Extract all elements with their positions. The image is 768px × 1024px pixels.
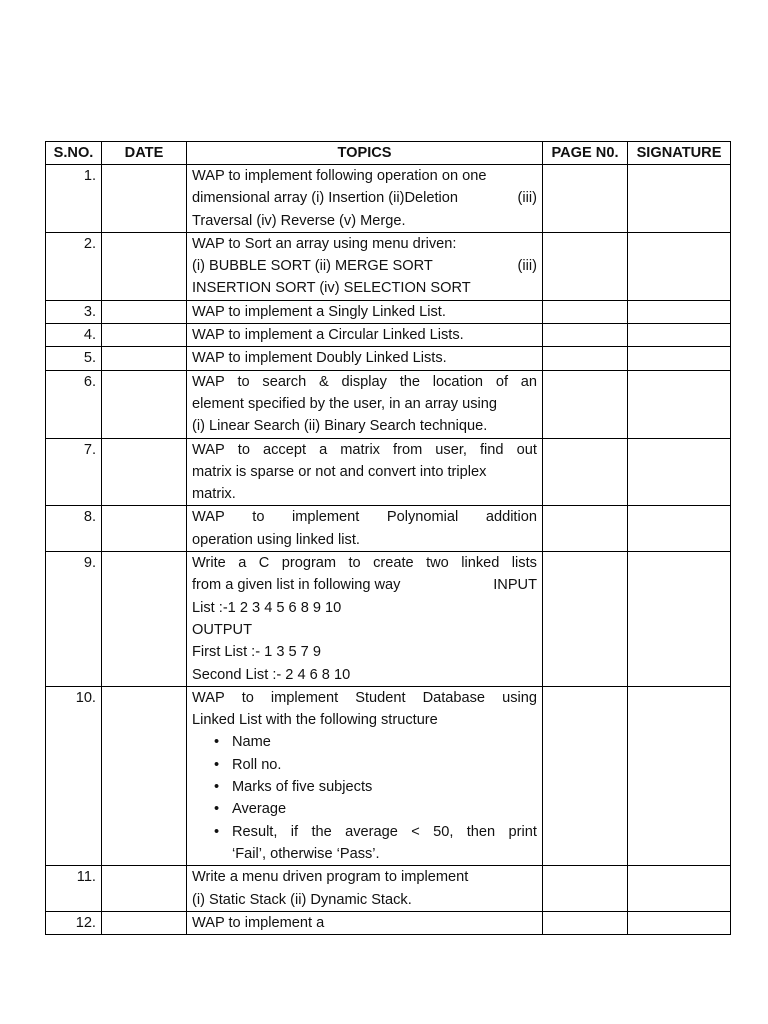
- topic-line: [192, 866, 537, 888]
- topic-word: matrix: [340, 441, 380, 458]
- table-row: [46, 165, 731, 233]
- signature-cell: [628, 370, 731, 438]
- table-row: [46, 911, 731, 934]
- topic-word: First List :- 1 3 5 7 9: [192, 644, 321, 661]
- topic-word: program: [281, 555, 337, 572]
- serial-number: 3.: [46, 300, 102, 323]
- topic-word: lists: [511, 555, 537, 572]
- bullet-item: [232, 798, 537, 820]
- topic-word: from a given list in following way: [192, 577, 401, 594]
- topic-word: WAP to Sort an array using menu driven:: [192, 235, 457, 252]
- topic-line: [192, 597, 537, 619]
- header-topics: TOPICS: [187, 142, 543, 165]
- topic-word: if: [290, 823, 299, 840]
- topic-cell: [187, 911, 543, 934]
- topic-word: Write: [192, 555, 226, 572]
- topic-word: accept: [263, 441, 306, 458]
- topic-line: [192, 301, 537, 323]
- topic-line: [192, 187, 537, 209]
- topic-word: WAP: [192, 373, 225, 390]
- signature-cell: [628, 866, 731, 912]
- header-page-no: PAGE N0.: [543, 142, 628, 165]
- topic-cell: [187, 438, 543, 506]
- table-row: [46, 506, 731, 552]
- topic-word: Roll no.: [232, 756, 282, 773]
- topic-word: addition: [485, 509, 537, 526]
- topic-word: implement: [270, 689, 339, 706]
- topic-word: Second List :- 2 4 6 8 10: [192, 666, 351, 683]
- serial-number: 8.: [46, 506, 102, 552]
- table-row: [46, 232, 731, 300]
- date-cell: [102, 686, 187, 865]
- topic-cell: [187, 506, 543, 552]
- date-cell: [102, 370, 187, 438]
- topic-word: out: [516, 441, 537, 458]
- topic-word: ‘Fail’, otherwise ‘Pass’.: [232, 845, 380, 862]
- table-header-row: [46, 142, 731, 165]
- page-no-cell: [543, 300, 628, 323]
- topic-word: Write a menu driven program to implement: [192, 869, 469, 886]
- topic-word: dimensional array (i) Insertion (ii)Deletion: [192, 190, 459, 207]
- topic-word: C: [258, 555, 270, 572]
- page-no-cell: [543, 347, 628, 370]
- page-no-cell: [543, 552, 628, 687]
- topic-line: [192, 255, 537, 277]
- topic-cell: [187, 347, 543, 370]
- topic-word: WAP to implement a Singly Linked List.: [192, 303, 446, 320]
- header-signature: SIGNATURE: [628, 142, 731, 165]
- topic-word: • Result,: [232, 823, 278, 840]
- date-cell: [102, 438, 187, 506]
- topic-line: [232, 731, 537, 753]
- topic-line: [192, 233, 537, 255]
- topic-bullet-list: [192, 731, 537, 865]
- topic-word: an: [520, 373, 537, 390]
- topic-word: user,: [435, 441, 467, 458]
- table-row: [46, 347, 731, 370]
- bullet-item: [232, 776, 537, 798]
- topic-word: Linked List with the following structure: [192, 712, 438, 729]
- topic-word: <: [411, 823, 420, 840]
- topic-line: [192, 210, 537, 232]
- topic-word: Average: [232, 801, 287, 818]
- topic-word: to: [237, 441, 250, 458]
- topic-line: [232, 821, 537, 843]
- topic-word: WAP to implement Doubly Linked Lists.: [192, 350, 447, 367]
- topic-word: WAP to implement a Circular Linked Lists.: [192, 327, 464, 344]
- topic-word: to: [252, 509, 265, 526]
- topic-word: matrix is sparse or not and convert into triplex: [192, 463, 487, 480]
- topic-line: [192, 529, 537, 551]
- bullet-item: [232, 731, 537, 753]
- topic-word: WAP: [192, 689, 225, 706]
- topic-word: Student: [355, 689, 406, 706]
- topic-word: WAP to implement following operation on one: [192, 168, 487, 184]
- topic-line: [192, 506, 537, 528]
- serial-number: 12.: [46, 911, 102, 934]
- topic-cell: [187, 324, 543, 347]
- signature-cell: [628, 300, 731, 323]
- signature-cell: [628, 911, 731, 934]
- table-row: [46, 866, 731, 912]
- topic-line: [192, 619, 537, 641]
- topic-cell: [187, 232, 543, 300]
- topic-word: (i) BUBBLE SORT (ii) MERGE SORT: [192, 258, 433, 275]
- topic-line: [192, 912, 537, 934]
- page-no-cell: [543, 232, 628, 300]
- header-sno: S.NO.: [46, 142, 102, 165]
- topic-word: OUTPUT: [192, 621, 252, 638]
- serial-number: 4.: [46, 324, 102, 347]
- topic-cell: [187, 866, 543, 912]
- page-no-cell: [543, 438, 628, 506]
- topic-word: implement: [292, 509, 360, 526]
- serial-number: 2.: [46, 232, 102, 300]
- topic-word: operation using linked list.: [192, 531, 360, 548]
- topic-line: [192, 324, 537, 346]
- topic-line: [192, 415, 537, 437]
- topic-word: find: [480, 441, 504, 458]
- topic-line: [192, 709, 537, 731]
- bullet-item: [232, 754, 537, 776]
- page-no-cell: [543, 506, 628, 552]
- topic-cell: [187, 686, 543, 865]
- topic-line: [232, 776, 537, 798]
- topic-word: create: [373, 555, 414, 572]
- signature-cell: [628, 232, 731, 300]
- date-cell: [102, 506, 187, 552]
- topic-word: print: [508, 823, 537, 840]
- date-cell: [102, 347, 187, 370]
- topic-line: [192, 371, 537, 393]
- topic-word: INPUT: [493, 577, 537, 594]
- topic-word: Traversal (iv) Reverse (v) Merge.: [192, 212, 406, 229]
- topic-word: linked: [461, 555, 500, 572]
- topic-word: display: [341, 373, 387, 390]
- header-date: DATE: [102, 142, 187, 165]
- table-row: [46, 686, 731, 865]
- topic-word: (iii): [517, 190, 537, 207]
- signature-cell: [628, 165, 731, 233]
- topic-line: [192, 393, 537, 415]
- topic-word: (i) Static Stack (ii) Dynamic Stack.: [192, 891, 412, 908]
- topic-cell: [187, 552, 543, 687]
- serial-number: 6.: [46, 370, 102, 438]
- topic-word: WAP to implement a: [192, 914, 325, 931]
- table-row: [46, 552, 731, 687]
- practical-index-table: [45, 141, 731, 935]
- topic-line: [192, 483, 537, 505]
- topic-line: [192, 165, 537, 187]
- topic-line: [192, 277, 537, 299]
- page-no-cell: [543, 911, 628, 934]
- topic-word: Name: [232, 734, 271, 751]
- page-no-cell: [543, 686, 628, 865]
- table-row: [46, 438, 731, 506]
- topic-line: [192, 439, 537, 461]
- topic-word: from: [393, 441, 423, 458]
- serial-number: 7.: [46, 438, 102, 506]
- topic-line: [192, 687, 537, 709]
- topic-line: [232, 754, 537, 776]
- topic-word: to: [348, 555, 361, 572]
- topic-word: List :-1 2 3 4 5 6 8 9 10: [192, 599, 342, 616]
- signature-cell: [628, 686, 731, 865]
- table-row: [46, 324, 731, 347]
- topic-word: using: [502, 689, 537, 706]
- topic-line: [192, 889, 537, 911]
- topic-word: (i) Linear Search (ii) Binary Search technique.: [192, 418, 488, 435]
- topic-word: Polynomial: [386, 509, 459, 526]
- serial-number: 9.: [46, 552, 102, 687]
- topic-word: two: [426, 555, 449, 572]
- topic-line: [232, 798, 537, 820]
- topic-word: Database: [422, 689, 486, 706]
- topic-line: [192, 461, 537, 483]
- topic-word: element specified by the user, in an array using: [192, 395, 498, 412]
- table-row: [46, 370, 731, 438]
- topic-cell: [187, 370, 543, 438]
- date-cell: [102, 552, 187, 687]
- topic-word: (iii): [517, 258, 537, 275]
- topic-word: Marks of five subjects: [232, 779, 373, 796]
- serial-number: 1.: [46, 165, 102, 233]
- topic-word: INSERTION SORT (iv) SELECTION SORT: [192, 280, 471, 297]
- topic-line: [192, 664, 537, 686]
- signature-cell: [628, 324, 731, 347]
- topic-word: &: [318, 373, 329, 390]
- topic-word: to: [237, 373, 250, 390]
- topic-word: then: [466, 823, 496, 840]
- topic-word: a: [319, 441, 328, 458]
- signature-cell: [628, 552, 731, 687]
- serial-number: 10.: [46, 686, 102, 865]
- topic-word: of: [495, 373, 508, 390]
- date-cell: [102, 324, 187, 347]
- signature-cell: [628, 347, 731, 370]
- topic-cell: [187, 300, 543, 323]
- table-row: [46, 300, 731, 323]
- bullet-item: [232, 821, 537, 866]
- date-cell: [102, 300, 187, 323]
- topic-line: [192, 552, 537, 574]
- topic-line: [192, 574, 537, 596]
- topic-word: average: [345, 823, 398, 840]
- topic-word: 50,: [433, 823, 454, 840]
- topic-cell: [187, 165, 543, 233]
- topic-word: WAP: [192, 509, 225, 526]
- table-body: [46, 165, 731, 935]
- date-cell: [102, 165, 187, 233]
- signature-cell: [628, 438, 731, 506]
- page-no-cell: [543, 324, 628, 347]
- topic-word: to: [241, 689, 254, 706]
- topic-word: the: [399, 373, 420, 390]
- page-no-cell: [543, 370, 628, 438]
- date-cell: [102, 911, 187, 934]
- topic-line: [192, 347, 537, 369]
- topic-line: [192, 641, 537, 663]
- topic-line: [232, 843, 537, 865]
- page-no-cell: [543, 165, 628, 233]
- topic-word: search: [262, 373, 307, 390]
- date-cell: [102, 232, 187, 300]
- signature-cell: [628, 506, 731, 552]
- topic-word: WAP: [192, 441, 225, 458]
- page-no-cell: [543, 866, 628, 912]
- serial-number: 5.: [46, 347, 102, 370]
- topic-word: the: [311, 823, 332, 840]
- topic-word: matrix.: [192, 486, 236, 503]
- serial-number: 11.: [46, 866, 102, 912]
- date-cell: [102, 866, 187, 912]
- topic-word: a: [238, 555, 247, 572]
- topic-word: location: [432, 373, 484, 390]
